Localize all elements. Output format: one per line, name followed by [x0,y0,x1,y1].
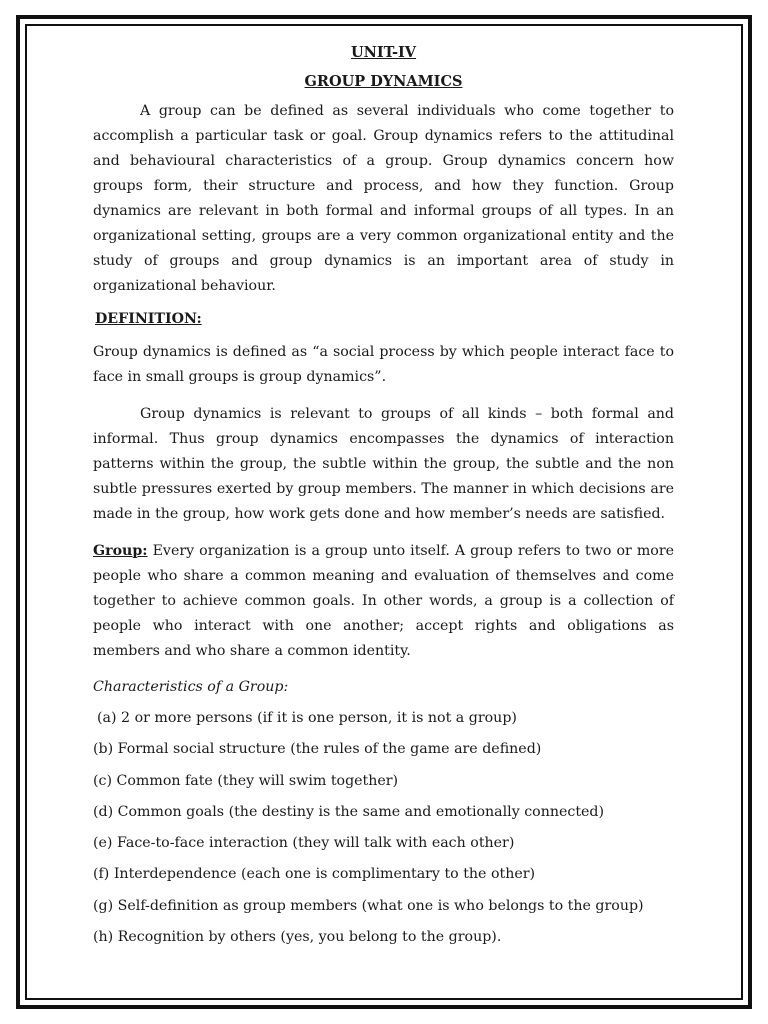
characteristics-list [93,706,674,950]
definition-paragraph: Group dynamics is defined as “a social process by which people interact face to face in small groups is group dynamics”. [93,344,674,385]
group-label: Group: [93,543,148,559]
document-body [93,40,674,956]
list-item: (d) Common goals (the destiny is the same and emotionally connected) [93,803,605,820]
group-text: Every organization is a group unto itself. A group refers to two or more people who share a common meaning and evaluation of themselves and come together to achieve common goals. In other words, a group is a collection of people who interact with one another; accept rights and obligations as members and who share a common identity. [93,543,674,659]
list-item: (g) Self-definition as group members (what one is who belongs to the group) [93,897,644,914]
list-item: (b) Formal social structure (the rules of the game are defined) [93,741,542,758]
characteristics-title: Characteristics of a Group: [93,679,289,695]
relevance-paragraph: Group dynamics is relevant to groups of all kinds – both formal and informal. Thus group dynamics encompasses the dynamics of interaction patterns within the group, the subtle within the group, the subtle and the non subtle pressures exerted by group members. The manner in which decisions are made in the group, how work gets done and how member’s needs are satisfied. [93,406,674,522]
intro-paragraph: A group can be defined as several individuals who come together to accomplish a particular task or goal. Group dynamics refers to the attitudinal and behavioural characteristics of a group. Group dynamics concern how groups form, their structure and process, and how they function. Group dynamics are relevant in both formal and informal groups of all types. In an organizational setting, groups are a very common organizational entity and the study of groups and group dynamics is an important area of study in organizational behaviour. [93,103,674,294]
unit-title: UNIT-IV [350,44,417,61]
list-item: (e) Face-to-face interaction (they will talk with each other) [93,835,515,852]
section-heading: GROUP DYNAMICS [304,73,463,90]
list-item: (c) Common fate (they will swim together) [93,772,399,789]
definition-heading: DEFINITION: [95,311,202,327]
list-item: (a) 2 or more persons (if it is one person, it is not a group) [97,710,517,726]
list-item: (h) Recognition by others (yes, you belong to the group). [93,929,502,946]
list-item: (f) Interdependence (each one is complimentary to the other) [93,866,536,883]
group-paragraph [93,539,674,664]
